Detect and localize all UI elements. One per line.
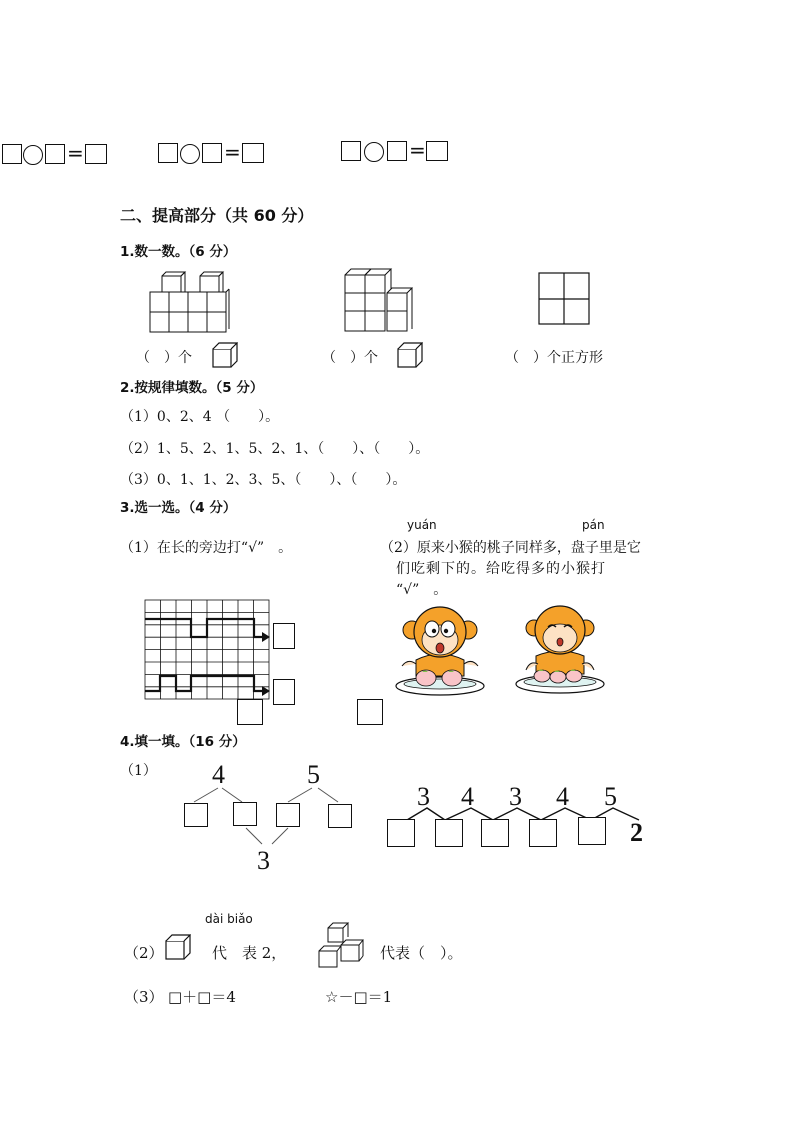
- q4-part-2-label: （2）: [124, 944, 164, 962]
- monkey-with-more-peaches-image: [514, 600, 606, 696]
- tree-top-number-1: 4: [212, 760, 225, 789]
- answer-box[interactable]: [158, 143, 178, 163]
- cube-icon: [397, 342, 423, 368]
- operator-circle[interactable]: [180, 144, 200, 164]
- answer-box[interactable]: [426, 141, 448, 161]
- tree-box[interactable]: [328, 804, 352, 828]
- answer-box[interactable]: [45, 144, 65, 164]
- q4-part-2-mid: 代 表 2，: [212, 944, 287, 962]
- cube-stack-figure-1: [148, 270, 230, 336]
- chain-number-1: 3: [417, 782, 430, 811]
- cube-stack-figure-2: [343, 265, 413, 335]
- equals-sign: =: [224, 140, 241, 164]
- tree-box[interactable]: [184, 803, 208, 827]
- answer-box[interactable]: [85, 144, 107, 164]
- answer-box[interactable]: [242, 143, 264, 163]
- cube-icon: [165, 934, 191, 960]
- answer-box-long-line[interactable]: [273, 623, 295, 649]
- question-4-heading: 4.填一填。（16 分）: [120, 734, 246, 750]
- equals-sign: =: [409, 138, 426, 162]
- chain-number-2: 4: [461, 782, 474, 811]
- q1-blank-3: （ ）个正方形: [505, 350, 603, 366]
- pinyin-pan: pán: [582, 518, 605, 532]
- section-title: 二、提高部分（共 60 分）: [120, 206, 314, 225]
- tree-bottom-number: 3: [257, 846, 270, 875]
- q2-line-3: （3）0、1、1、2、3、5、（ ）、（ ）。: [120, 472, 407, 488]
- answer-box-short-line[interactable]: [273, 679, 295, 705]
- q3-part-1: （1）在长的旁边打“√” 。: [120, 540, 293, 556]
- operator-circle[interactable]: [364, 142, 384, 162]
- question-2-heading: 2.按规律填数。（5 分）: [120, 380, 264, 396]
- pinyin-yuan: yuán: [407, 518, 437, 532]
- q4-part-3-label: （3）: [124, 988, 164, 1006]
- chain-box[interactable]: [481, 819, 509, 847]
- answer-box[interactable]: [341, 141, 361, 161]
- q3-part-2-line-3: “√” 。: [396, 582, 448, 598]
- cube-icon: [212, 342, 238, 368]
- answer-box[interactable]: [237, 699, 263, 725]
- q3-part-2-line-1: （2）原来小猴的桃子同样多，盘子里是它: [380, 540, 641, 556]
- square-grid-figure: [538, 272, 590, 326]
- q3-part-2-line-2: 们吃剩下的。给吃得多的小猴打: [396, 561, 606, 577]
- chain-number-3: 3: [509, 782, 522, 811]
- answer-box[interactable]: [387, 141, 407, 161]
- answer-box[interactable]: [202, 143, 222, 163]
- question-3-heading: 3.选一选。（4 分）: [120, 500, 237, 516]
- equals-sign: =: [67, 141, 84, 165]
- q4-part-2-end: 代表（ ）。: [380, 944, 463, 962]
- chain-number-5: 5: [604, 782, 617, 811]
- tree-box[interactable]: [233, 802, 257, 826]
- answer-box-monkey[interactable]: [357, 699, 383, 725]
- chain-number-4: 4: [556, 782, 569, 811]
- tree-box[interactable]: [276, 803, 300, 827]
- chain-box[interactable]: [578, 817, 606, 845]
- number-chain-lines: [395, 800, 645, 830]
- chain-end-number: 2: [630, 818, 643, 847]
- q1-blank-1: （ ）个: [136, 350, 192, 366]
- chain-box[interactable]: [529, 819, 557, 847]
- q1-blank-2: （ ）个: [322, 350, 378, 366]
- answer-box[interactable]: [2, 144, 22, 164]
- q4-part-3-equation-2: ☆－□＝1: [325, 988, 393, 1006]
- cube-stack-icon: [318, 921, 364, 969]
- tree-top-number-2: 5: [307, 760, 320, 789]
- operator-circle[interactable]: [23, 145, 43, 165]
- chain-box[interactable]: [387, 819, 415, 847]
- q4-part-1-label: （1）: [120, 763, 157, 779]
- chain-box[interactable]: [435, 819, 463, 847]
- pinyin-daibiao: dài biǎo: [205, 912, 253, 926]
- q4-part-3-equation-1: □＋□＝4: [168, 988, 236, 1006]
- grid-lines-figure: [144, 599, 272, 701]
- q2-line-2: （2）1、5、2、1、5、2、1、（ ）、（ ）。: [120, 441, 430, 457]
- q2-line-1: （1）0、2、4 （ ）。: [120, 409, 280, 425]
- question-1-heading: 1.数一数。（6 分）: [120, 244, 237, 260]
- monkey-with-few-peaches-image: [394, 600, 486, 696]
